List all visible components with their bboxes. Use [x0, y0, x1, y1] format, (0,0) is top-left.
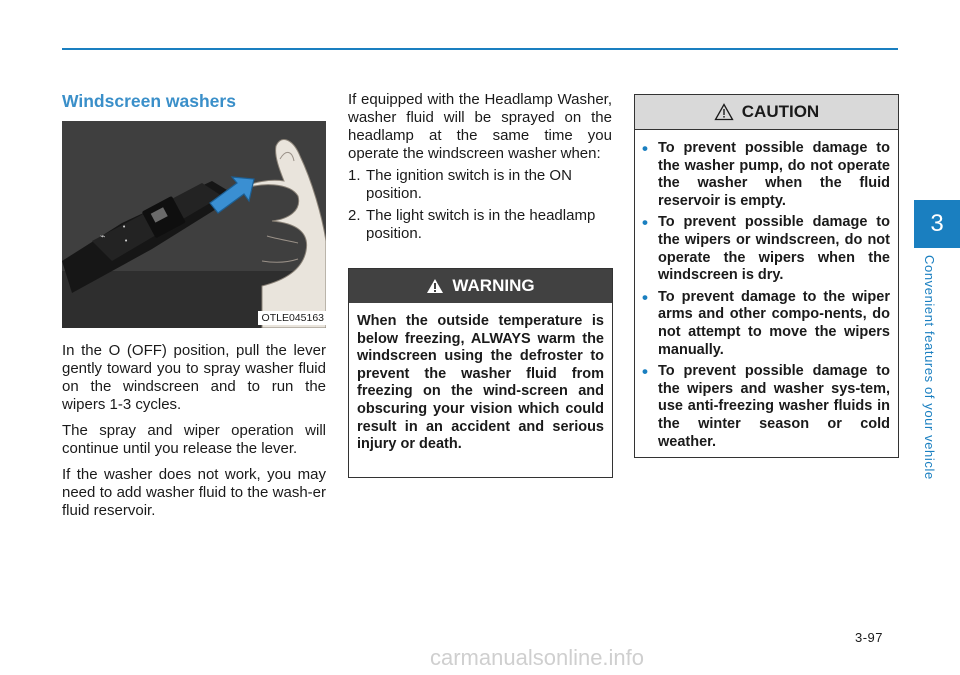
chapter-title: Convenient features of your vehicle [922, 255, 937, 480]
warning-body: When the outside temperature is below freezing, ALWAYS warm the windscreen using the defroster to prevent the washer fluid from freezing on the wind-screen and obscuring your vision which could result in an accident and serious injury or death. [357, 313, 604, 453]
svg-text:•: • [124, 237, 129, 245]
bullet-icon: • [642, 287, 648, 307]
middle-column-text [348, 91, 612, 247]
bullet-icon: • [642, 213, 648, 233]
caution-body [635, 130, 898, 463]
wiper-lever-figure [62, 121, 326, 328]
warning-title: WARNING [452, 276, 535, 295]
wiper-lever-illustration [62, 121, 326, 328]
intro-paragraph: If equipped with the Headlamp Washer, washer fluid will be sprayed on the headlamp at the same time you operate the windscreen washer when: [348, 91, 612, 162]
watermark: carmanualsonline.info [430, 645, 645, 670]
warning-header [349, 269, 612, 303]
list-item [348, 207, 612, 243]
bullet-icon: • [642, 362, 648, 382]
list-item [348, 167, 612, 203]
paragraph: If the washer does not work, you may need to add washer fluid to the wash-er fluid reservoir. [62, 466, 326, 519]
left-column-text [62, 342, 326, 528]
warning-triangle-icon [426, 278, 444, 294]
caution-list [641, 140, 890, 451]
list-text: The light switch is in the headlamp position. [366, 207, 596, 242]
page-number: 3-97 [855, 630, 884, 645]
figure-caption: OTLE045163 [62, 312, 326, 324]
caution-title: CAUTION [741, 102, 820, 121]
caution-item: • To prevent possible damage to the washer pump, do not operate the washer when the fluid reservoir is empty. [642, 139, 890, 209]
list-number: 1. [348, 167, 361, 184]
section-heading: Windscreen washers [62, 91, 236, 111]
caution-item: • To prevent damage to the wiper arms and other compo-nents, do not attempt to move the wipers manually. [642, 287, 890, 358]
condition-list [348, 167, 612, 243]
chapter-number: 3 [930, 210, 944, 237]
list-number: 2. [348, 207, 361, 224]
top-rule [62, 48, 898, 50]
svg-text:•: • [122, 223, 127, 231]
chapter-tab [914, 200, 960, 248]
paragraph: The spray and wiper operation will continue until you release the lever. [62, 422, 326, 457]
caution-box [634, 94, 899, 458]
warning-box [348, 268, 613, 478]
caution-header [635, 95, 898, 130]
caution-triangle-icon [714, 103, 734, 121]
caution-item: • To prevent possible damage to the wipers or windscreen, do not operate the wipers when the windscreen is dry. [642, 213, 890, 284]
svg-text:⌁: ⌁ [100, 232, 106, 242]
paragraph: In the O (OFF) position, pull the lever gently toward you to spray washer fluid on the windscreen and to run the wipers 1-3 cycles. [62, 342, 326, 413]
bullet-icon: • [642, 139, 648, 158]
list-text: The ignition switch is in the ON position. [366, 167, 572, 202]
caution-item: • To prevent possible damage to the wipers and washer sys-tem, use anti-freezing washer fluids in the winter season or cold weather. [642, 362, 890, 450]
